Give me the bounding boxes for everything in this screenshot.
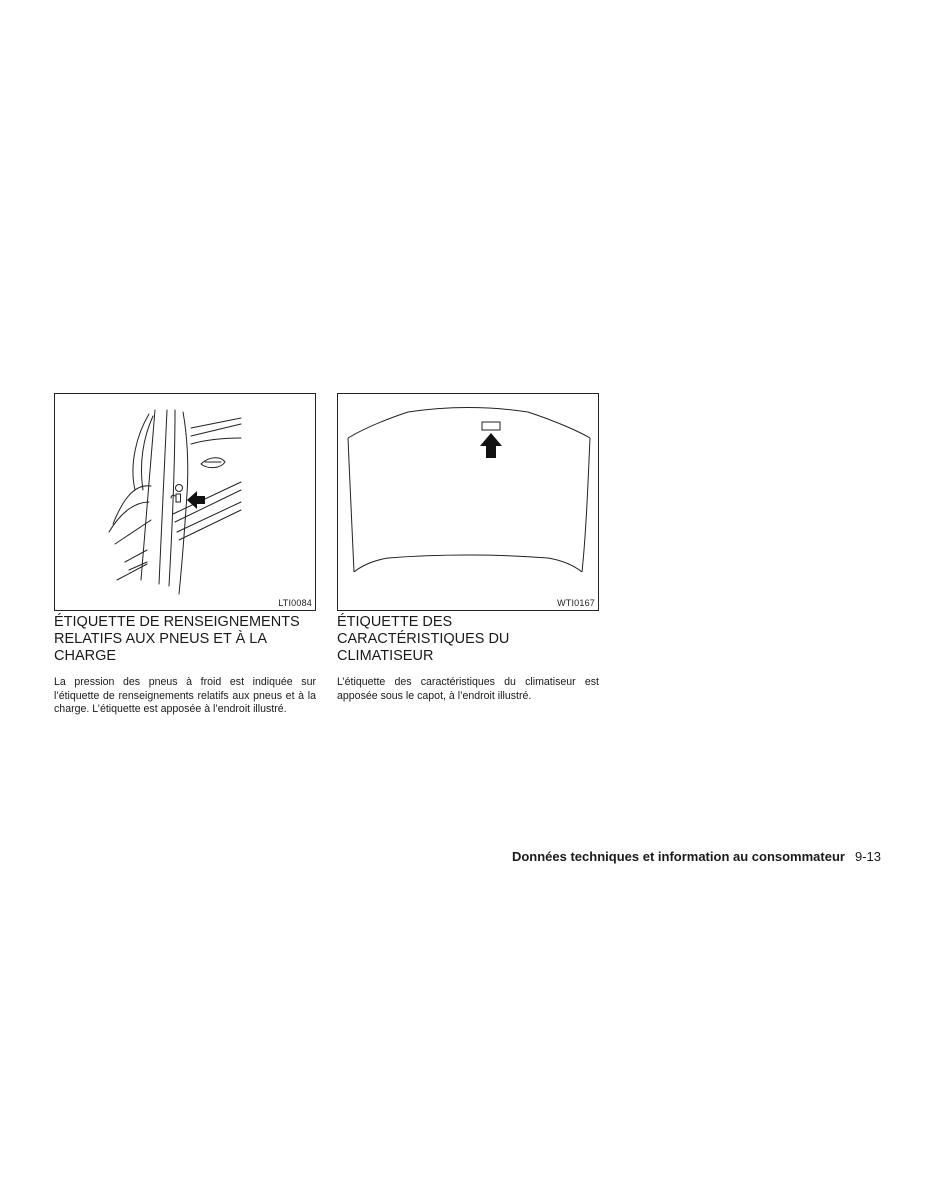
door-pillar-tire-label-illustration [55,394,315,610]
page-footer [512,849,881,864]
ac-label-figure [337,393,599,611]
hood-underside-ac-label-illustration [338,394,598,610]
ac-label-heading: ÉTIQUETTE DES CARACTÉRISTIQUES DU CLIMATISEUR [337,614,510,664]
arrow-up-icon [480,433,502,458]
tire-label-figure [54,393,316,611]
tire-label-description: La pression des pneus à froid est indiquée sur l’étiquette de renseignements relatifs aux pneus et à la charge. L’étiquette est apposée à l’endroit illustré. [54,676,316,716]
page-number: 9-13 [854,849,881,864]
tire-label-heading: ÉTIQUETTE DE RENSEIGNEMENTS RELATIFS AUX PNEUS ET À LA CHARGE [54,614,300,664]
figure-code: LTI0084 [278,598,312,608]
ac-label-description: L’étiquette des caractéristiques du climatiseur est apposée sous le capot, à l’endroit illustré. [337,676,599,702]
footer-section-title: Données techniques et information au consommateur [511,849,845,864]
figure-code: WTI0167 [557,598,595,608]
